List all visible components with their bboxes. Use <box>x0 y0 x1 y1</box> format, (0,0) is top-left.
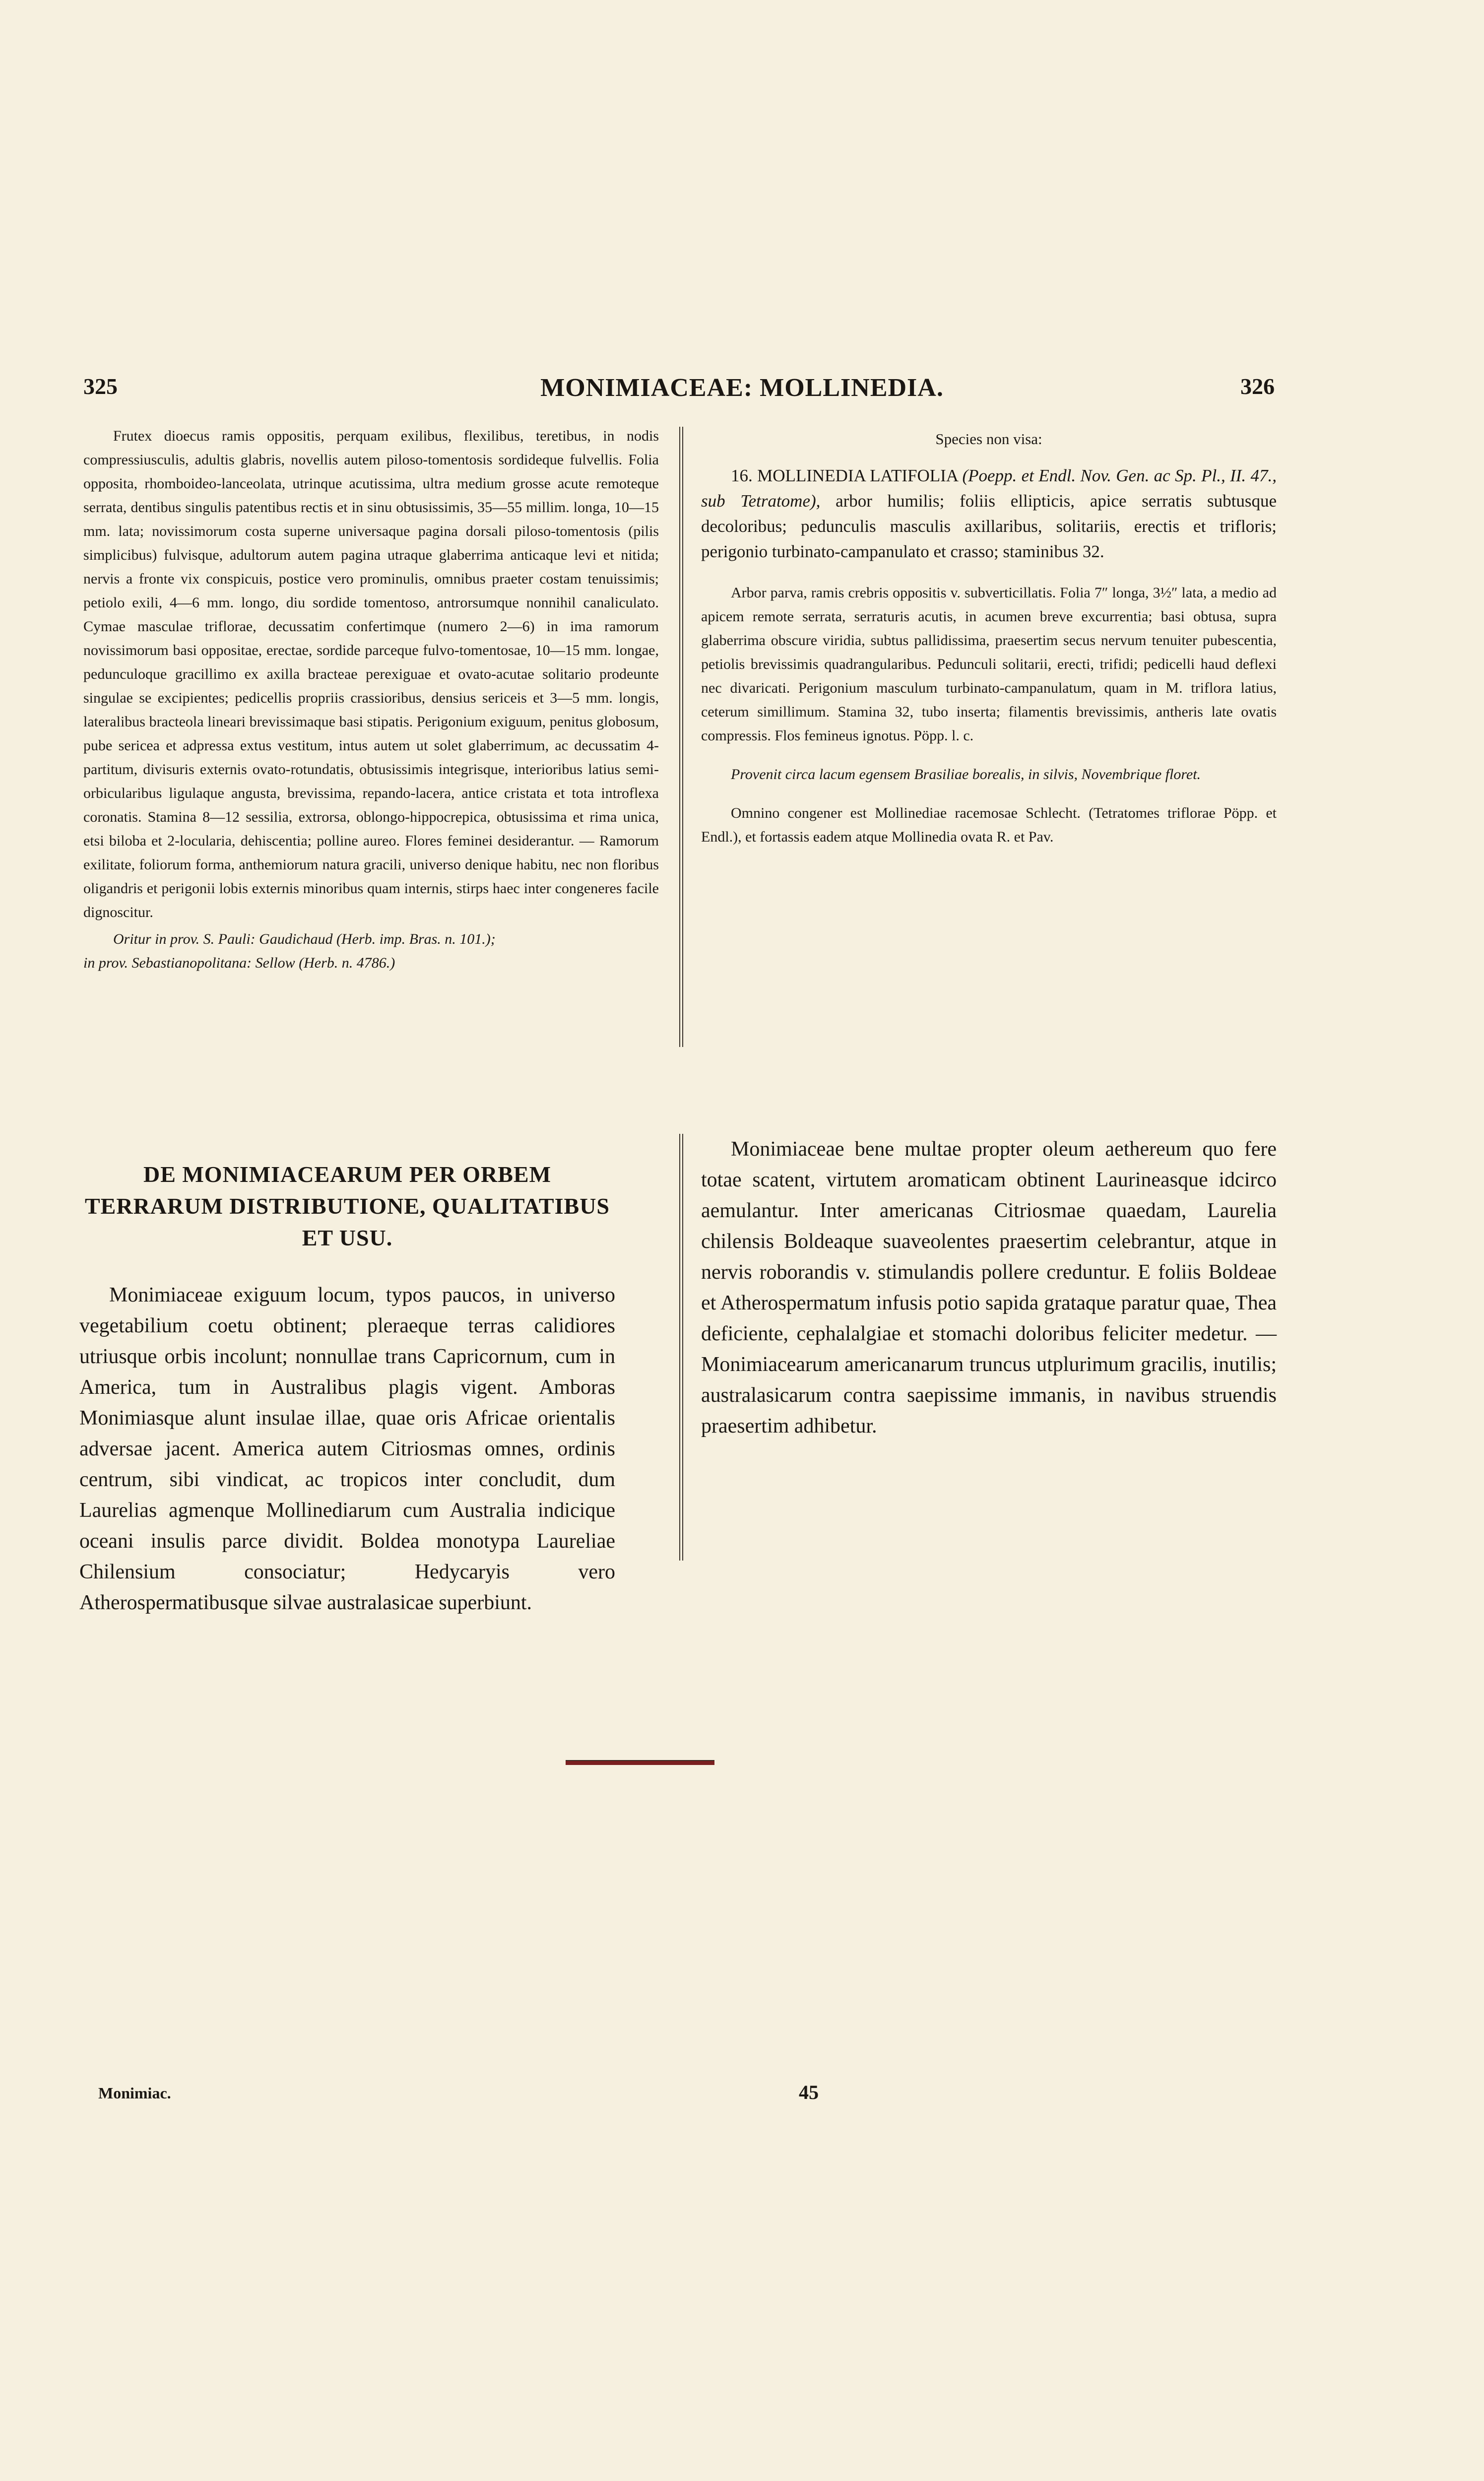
signature-mark: Monimiac. <box>98 2084 171 2102</box>
ornamental-rule <box>566 1760 714 1765</box>
section-paragraph-2: Monimiaceae bene multae propter oleum aethereum quo fere totae scatent, virtutem aromaticam obtinent Laurineasque idcirco aemulantur. Inter americanas Citriosmae quaedam, Laurelia chilensis Boldeaque suaveolentes praesertim celebrantur, atque in nervis roborandis v. stimulandis pollere creduntur. E foliis Boldeae et Atherospermatum infusis potio sapida grataque paratur quae, Thea deficiente, cephalalgiae et stomachi doloribus feliciter medetur. — Monimiacearum americanarum truncus utplurimum gracilis, inutilis; australasicarum contra saepissime immanis, in navibus struendis praesertim adhibetur. <box>701 1138 1277 1437</box>
column-rule-bottom-2 <box>682 1134 683 1561</box>
species-reference: (Poepp. et Endl. Nov. Gen. ac Sp. Pl., II. 47., sub Tetratome), <box>701 466 1277 511</box>
species-habitat: Provenit circa lacum egensem Brasiliae borealis, in silvis, Novembrique floret. <box>731 766 1201 783</box>
column-rule-bottom <box>679 1134 680 1561</box>
left-column-description <box>83 424 659 975</box>
page-number-left: 325 <box>83 374 118 399</box>
page-number-right: 326 <box>1240 374 1275 399</box>
section-left <box>79 1159 615 1618</box>
habitat-line-1: Oritur in prov. S. Pauli: Gaudichaud (Herb. imp. Bras. n. 101.); <box>113 931 496 947</box>
habitat-line-2: in prov. Sebastianopolitana: Sellow (Herb. n. 4786.) <box>83 955 395 971</box>
species-name: 16. MOLLINEDIA LATIFOLIA <box>731 466 958 485</box>
section-right <box>701 1134 1277 1441</box>
species-note: Omnino congener est Mollinediae racemosae Schlecht. (Tetratomes triflorae Pöpp. et Endl.), et fortassis eadem atque Mollinedia ovata R. et Pav. <box>701 805 1277 845</box>
description-text: Frutex dioecus ramis oppositis, perquam exilibus, flexilibus, teretibus, in nodis compressiusculis, adultis glabris, novellis autem piloso-tomentosis sordideque fulvellis. Folia opposita, rhomboideo-lanceolata, utrinque acutissima, ultra medium grosse acute remoteque serrata, dentibus singulis patentibus rectis et in sinu obtusissimis, 35—55 millim. longa, 10—15 mm. lata; novissimorum costa superne universaque pagina dorsali piloso-tomentosis (pilis simplicibus) fulvisque, adultorum autem pagina utraque glaberrima anticaque levi et nitida; nervis a fronte vix conspicuis, postice vero prominulis, omnibus praeter costam tenuissimis; petiolo exili, 4—6 mm. longo, diu sordide tomentoso, antrorsumque nonnihil canaliculato. Cymae masculae triflorae, decussatim confertimque (numero 2—6) in ima ramorum novissimorum basi oppositae, erectae, sordide parceque fulvo-tomentosae, 10—15 mm. longae, pedunculoque gracillimo ex axilla bracteae perexiguae et ovato-acutae solitario prodeunte singulae se excipientes; pedicellis propriis crassioribus, densius sericeis et 3—5 mm. longis, lateralibus bracteola lineari brevissimaque basi stipatis. Perigonium exiguum, penitus globosum, pube sericea et adpressa extus vestitum, intus autem ut solet glaberrimum, ac decussatim 4-partitum, divisuris externis ovato-rotundatis, obtusissimis integrisque, interioribus latius semi-orbicularibus ligulaque angusta, brevissima, repando-lacera, antice cristata et tota introflexa coronatis. Stamina 8—12 sessilia, extrorsa, oblongo-hippocrepica, obtusissima et rima unica, etsi biloba et 2-locularia, dehiscentia; polline aureo. Flores feminei desiderantur. — Ramorum exilitate, foliorum forma, anthemiorum natura gracili, universo denique habitu, nec non floribus oligandris et perigonii lobis externis minoribus quam internis, stirps haec inter congeneres facile dignoscitur. <box>83 428 659 920</box>
column-rule-top <box>679 427 680 1047</box>
column-rule-top-2 <box>682 427 683 1047</box>
species-description: Arbor parva, ramis crebris oppositis v. subverticillatis. Folia 7″ longa, 3½″ lata, a medio ad apicem remote serrata, serraturis acutis, in acumen breve excurrentia; basi obtusa, supra glaberrima obscure viridia, subtus pallidissima, praesertim secus nervum tenuiter pubescentia, petiolis brevissimis quadrangularibus. Pedunculi solitarii, erecti, trifidi; pedicelli haud deflexi nec divaricati. Perigonium masculum turbinato-campanulatum, quam in M. triflora latius, ceterum simillimum. Stamina 32, tubo inserta; filamentis brevissimis, antheris late ovatis compressis. Flos femineus ignotus. Pöpp. l. c. <box>701 585 1277 744</box>
species-heading <box>701 463 1277 564</box>
section-title: DE MONIMIACEARUM PER ORBEM TERRARUM DISTRIBUTIONE, QUALITATIBUS ET USU. <box>85 1162 610 1250</box>
section-paragraph-1: Monimiaceae exiguum locum, typos paucos, in universo vegetabilium coetu obtinent; pleraeque terras calidiores utriusque orbis incolunt; nonnullae trans Capricornum, cum in America, tum in Australibus plagis vigent. Amboras Monimiasque alunt insulae illae, quae oris Africae orientalis adversae jacent. America autem Citriosmas omnes, ordinis centrum, sibi vindicat, ac tropicos inter concludit, dum Laurelias agmenque Mollinediarum cum Australia indicique oceani insulis parce dividit. Boldea monotypa Laureliae Chilensium consociatur; Hedycaryis vero Atherospermatibusque silvae australasicae superbiunt. <box>79 1284 615 1614</box>
species-diagnosis: arbor humilis; foliis ellipticis, apice serratis subtusque decoloribus; pedunculis masculis axillaribus, solitariis, erectis et trifloris; perigonio turbinato-campanulato et crasso; staminibus 32. <box>701 491 1277 561</box>
sheet-number: 45 <box>799 2081 819 2103</box>
right-column <box>701 424 1277 849</box>
running-header: MONIMIACEAE: MOLLINEDIA. <box>540 374 944 402</box>
species-non-visa-label: Species non visa: <box>935 430 1042 448</box>
